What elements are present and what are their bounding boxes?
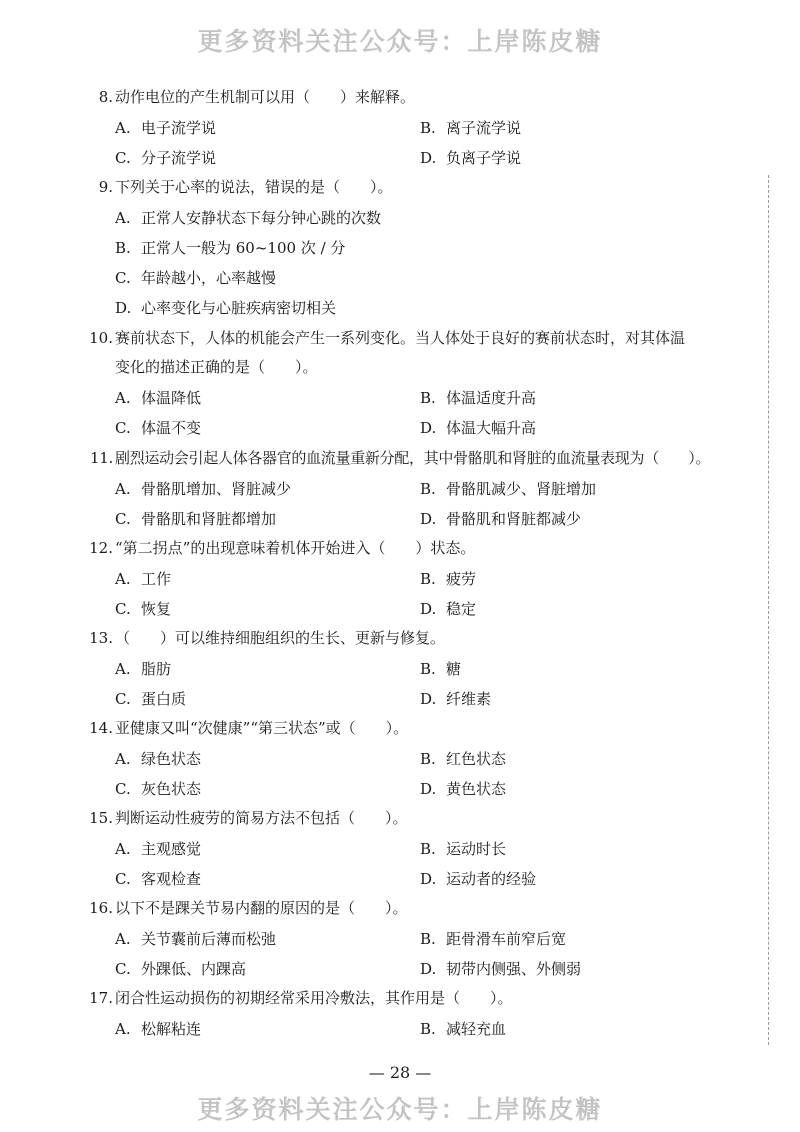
option-14a: A. 绿色状态 bbox=[115, 750, 202, 768]
question-9 bbox=[80, 173, 740, 202]
option-14d: D. 黄色状态 bbox=[420, 780, 507, 798]
option-16b: B. 距骨滑车前窄后宽 bbox=[420, 930, 567, 948]
watermark-top: 更多资料关注公众号：上岸陈皮糖 bbox=[197, 27, 603, 56]
question-13 bbox=[80, 624, 740, 653]
option-8a: A. 电子流学说 bbox=[115, 119, 217, 137]
option-9b: B. 正常人一般为 60~100 次 / 分 bbox=[115, 239, 346, 257]
option-14c: C. 灰色状态 bbox=[115, 780, 202, 798]
question-8 bbox=[80, 83, 740, 112]
option-15b: B. 运动时长 bbox=[420, 840, 507, 858]
question-text-continued: 变化的描述正确的是（ ）。 bbox=[115, 358, 318, 376]
option-11a: A. 骨骼肌增加、肾脏减少 bbox=[115, 480, 292, 498]
question-16 bbox=[80, 894, 740, 923]
question-14 bbox=[80, 714, 740, 743]
question-number: 13. bbox=[89, 629, 113, 647]
option-13c: C. 蛋白质 bbox=[115, 690, 187, 708]
question-10-continued bbox=[80, 353, 740, 382]
option-10d: D. 体温大幅升高 bbox=[420, 419, 537, 437]
option-12b: B. 疲劳 bbox=[420, 570, 477, 588]
option-12c: C. 恢复 bbox=[115, 600, 172, 618]
option-8c: C. 分子流学说 bbox=[115, 149, 217, 167]
option-12d: D. 稳定 bbox=[420, 600, 477, 618]
option-11b: B. 骨骼肌减少、肾脏增加 bbox=[420, 480, 597, 498]
option-16d: D. 韧带内侧强、外侧弱 bbox=[420, 960, 582, 978]
question-number: 16. bbox=[89, 899, 113, 917]
option-14b: B. 红色状态 bbox=[420, 750, 507, 768]
option-11c: C. 骨骼肌和肾脏都增加 bbox=[115, 510, 277, 528]
option-15d: D. 运动者的经验 bbox=[420, 870, 537, 888]
question-number: 10. bbox=[89, 329, 113, 347]
page-number: — 28 — bbox=[368, 1063, 432, 1082]
question-number: 9. bbox=[98, 178, 113, 196]
option-16a: A. 关节囊前后薄而松弛 bbox=[115, 930, 277, 948]
watermark-bottom: 更多资料关注公众号：上岸陈皮糖 bbox=[197, 1095, 603, 1124]
option-8d: D. 负离子学说 bbox=[420, 149, 522, 167]
option-12a: A. 工作 bbox=[115, 570, 172, 588]
option-15a: A. 主观感觉 bbox=[115, 840, 202, 858]
question-text: 剧烈运动会引起人体各器官的血流量重新分配，其中骨骼肌和肾脏的血流量表现为（ ）。 bbox=[115, 449, 711, 467]
option-8b: B. 离子流学说 bbox=[420, 119, 522, 137]
option-10c: C. 体温不变 bbox=[115, 419, 202, 437]
option-9c: C. 年龄越小，心率越慢 bbox=[115, 269, 277, 287]
option-9d: D. 心率变化与心脏疾病密切相关 bbox=[115, 299, 337, 317]
question-text: “第二拐点”的出现意味着机体开始进入（ ）状态。 bbox=[115, 539, 476, 557]
question-text: 动作电位的产生机制可以用（ ）来解释。 bbox=[115, 88, 416, 106]
option-17a: A. 松解粘连 bbox=[115, 1020, 202, 1038]
question-10 bbox=[80, 324, 740, 353]
question-number: 14. bbox=[89, 719, 113, 737]
option-13d: D. 纤维素 bbox=[420, 690, 492, 708]
question-15 bbox=[80, 804, 740, 833]
question-text: 亚健康又叫“次健康”“第三状态”或（ ）。 bbox=[115, 719, 409, 737]
question-number: 17. bbox=[89, 989, 113, 1007]
option-15c: C. 客观检查 bbox=[115, 870, 202, 888]
option-16c: C. 外踝低、内踝高 bbox=[115, 960, 247, 978]
question-number: 11. bbox=[90, 449, 113, 467]
question-number: 8. bbox=[98, 88, 113, 106]
option-10a: A. 体温降低 bbox=[115, 389, 202, 407]
scan-edge-line bbox=[768, 175, 769, 1045]
question-text: 闭合性运动损伤的初期经常采用冷敷法，其作用是（ ）。 bbox=[115, 989, 513, 1007]
question-text: 赛前状态下，人体的机能会产生一系列变化。当人体处于良好的赛前状态时，对其体温 bbox=[115, 329, 686, 347]
question-text: 以下不是踝关节易内翻的原因的是（ ）。 bbox=[115, 899, 408, 917]
question-11 bbox=[80, 444, 740, 473]
question-text: （ ）可以维持细胞组织的生长、更新与修复。 bbox=[115, 629, 446, 647]
question-17 bbox=[80, 984, 740, 1013]
question-number: 12. bbox=[89, 539, 113, 557]
question-text: 下列关于心率的说法，错误的是（ ）。 bbox=[115, 178, 393, 196]
option-13b: B. 糖 bbox=[420, 660, 462, 678]
option-9a: A. 正常人安静状态下每分钟心跳的次数 bbox=[115, 209, 382, 227]
option-13a: A. 脂肪 bbox=[115, 660, 172, 678]
question-12 bbox=[80, 534, 740, 563]
option-17b: B. 减轻充血 bbox=[420, 1020, 507, 1038]
question-number: 15. bbox=[89, 809, 113, 827]
question-text: 判断运动性疲劳的简易方法不包括（ ）。 bbox=[115, 809, 408, 827]
option-11d: D. 骨骼肌和肾脏都减少 bbox=[420, 510, 582, 528]
option-10b: B. 体温适度升高 bbox=[420, 389, 537, 407]
